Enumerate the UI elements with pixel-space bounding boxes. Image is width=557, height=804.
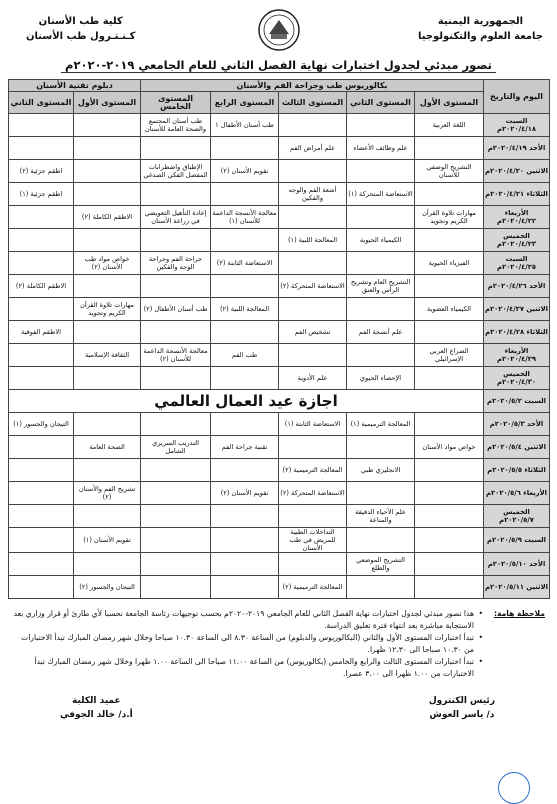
level-header: المستوى الأول <box>74 92 141 114</box>
signature-title: رئيس الكنترول <box>428 696 495 706</box>
signature-name: د/ ياسر العوش <box>429 710 495 720</box>
day-date-cell: السبت ٢٠٢٠/٤/١٨م <box>484 114 550 137</box>
day-date-cell: الثلاثاء ٢٠٢٠/٥/٥م <box>484 459 550 482</box>
header-left <box>26 14 135 44</box>
exam-cell <box>74 321 141 344</box>
exam-cell: الاطقم الفوقية <box>9 321 74 344</box>
exam-cell <box>211 275 279 298</box>
exam-cell <box>74 367 141 390</box>
exam-cell <box>347 160 415 183</box>
exam-cell: علم الأدوية <box>279 367 347 390</box>
exam-cell: تقويم الأسنان (٢) <box>211 482 279 505</box>
exam-cell <box>74 275 141 298</box>
table-row <box>9 505 550 528</box>
exam-cell <box>141 321 211 344</box>
exam-cell <box>415 183 484 206</box>
exam-cell <box>9 252 74 275</box>
table-row <box>9 436 550 459</box>
exam-cell: تقنية جراحة الفم <box>211 436 279 459</box>
exam-cell: علم وظائف الأعضاء <box>347 137 415 160</box>
exam-cell <box>9 229 74 252</box>
table-row <box>9 390 550 413</box>
day-date-cell: الثلاثاء ٢٠٢٠/٤/٢٨م <box>484 321 550 344</box>
exam-cell <box>211 137 279 160</box>
exam-cell <box>9 576 74 599</box>
exam-cell <box>415 275 484 298</box>
exam-cell: مهارات تلاوة القرآن الكريم وتجويد <box>415 206 484 229</box>
table-row <box>9 137 550 160</box>
exam-cell: تشخيص الفم <box>279 321 347 344</box>
table-row <box>9 321 550 344</box>
signature-title: عميد الكلية <box>72 696 121 706</box>
exam-cell <box>141 482 211 505</box>
signature-name: أ.د/ خالد الجوفي <box>60 710 133 720</box>
exam-cell <box>415 528 484 553</box>
exam-cell <box>347 482 415 505</box>
exam-cell <box>347 528 415 553</box>
exam-cell <box>141 229 211 252</box>
exam-cell: الثقافة الإسلامية <box>74 344 141 367</box>
exam-cell: المعالجة الترميمية (١) <box>347 413 415 436</box>
exam-cell <box>347 576 415 599</box>
table-row <box>9 114 550 137</box>
exam-cell: الإطباق واضطرابات المفصل الفكي الصدغي <box>141 160 211 183</box>
day-date-cell: الاثنين ٢٠٢٠/٥/٤م <box>484 436 550 459</box>
exam-cell: الفيزياء الحيوية <box>415 252 484 275</box>
exam-cell <box>9 482 74 505</box>
exam-cell: المعالجة الترميمية (٢) <box>279 459 347 482</box>
exam-cell: الاستعاضة المتحركة (١) <box>347 183 415 206</box>
day-date-cell: الأحد ٢٠٢٠/٥/١٠م <box>484 553 550 576</box>
exam-cell <box>9 344 74 367</box>
exam-cell <box>347 252 415 275</box>
exam-cell <box>141 137 211 160</box>
exam-cell: طب أسنان الأطفال ١ <box>211 114 279 137</box>
exam-cell <box>279 553 347 576</box>
table-row <box>9 344 550 367</box>
college-name: كلية طب الأسنان <box>38 16 123 27</box>
level-header: المستوى الرابع <box>211 92 279 114</box>
exam-cell <box>415 553 484 576</box>
exam-cell <box>141 459 211 482</box>
day-date-cell: السبت ٢٠٢٠/٥/٩م <box>484 528 550 553</box>
day-date-cell: الثلاثاء ٢٠٢٠/٤/٢١م <box>484 183 550 206</box>
exam-cell <box>211 413 279 436</box>
exam-cell <box>74 413 141 436</box>
exam-cell <box>279 206 347 229</box>
exam-cell <box>347 344 415 367</box>
day-date-cell: الخميس ٢٠٢٠/٥/٧م <box>484 505 550 528</box>
exam-cell: الاطقم الكاملة (٢) <box>9 275 74 298</box>
exam-cell: خواص مواد طب الأسنان (٢) <box>74 252 141 275</box>
day-date-cell: الأربعاء ٢٠٢٠/٤/٢٢م <box>484 206 550 229</box>
exam-cell: طب الفم <box>211 344 279 367</box>
day-date-cell: الأربعاء ٢٠٢٠/٤/٢٩م <box>484 344 550 367</box>
exam-cell <box>211 459 279 482</box>
note-item: • تبدأ اختبارات المستوى الثالث والرابع والخامس (بكالوريوس) من الساعة ١١.٠٠ صباحا الى الساعة ١.٠٠ ظهرا وخلال شهر رمضان المبارك تبدأ الاختبارات من ١.٠٠ ظهرا الى ٣.٠٠ عصرا. <box>12 656 483 680</box>
overlay-circle-icon <box>498 772 530 804</box>
exam-cell: الكيمياء العضوية <box>415 298 484 321</box>
exam-cell: الإحصاء الحيوي <box>347 367 415 390</box>
day-date-cell: الخميس ٢٠٢٠/٤/٣٠م <box>484 367 550 390</box>
exam-cell <box>74 183 141 206</box>
table-row <box>9 553 550 576</box>
table-row <box>9 183 550 206</box>
exam-cell <box>415 367 484 390</box>
exam-cell: اطقم جزئية (١) <box>9 183 74 206</box>
exam-cell: الاطقم الكاملة (٢) <box>74 206 141 229</box>
exam-cell <box>415 576 484 599</box>
exam-cell <box>74 505 141 528</box>
exam-cell <box>415 459 484 482</box>
exam-cell: إعادة التأهيل التعويضي في زراعة الأسنان <box>141 206 211 229</box>
exam-cell: الاستعاضة الثابتة (٢) <box>211 252 279 275</box>
holiday-cell: اجازة عيد العمال العالمي <box>9 390 484 413</box>
exam-cell: الانجليزي طبي <box>347 459 415 482</box>
exam-cell <box>74 553 141 576</box>
exam-cell: مهارات تلاوة القرآن الكريم وتجويد <box>74 298 141 321</box>
exam-cell: التشريح الموضعي والطلع <box>347 553 415 576</box>
exam-cell: المعالجة اللبية (٢) <box>211 298 279 321</box>
exam-cell: المعالجة اللبية (١) <box>279 229 347 252</box>
table-row <box>9 252 550 275</box>
exam-cell: علم الأحياء الدقيقة والمناعة <box>347 505 415 528</box>
exam-cell <box>141 275 211 298</box>
exam-cell <box>211 367 279 390</box>
exam-cell <box>415 482 484 505</box>
day-date-cell: الاثنين ٢٠٢٠/٤/٢٧م <box>484 298 550 321</box>
exam-cell: علم أمراض الفم <box>279 137 347 160</box>
exam-cell: اللغة العربية <box>415 114 484 137</box>
group-header-diploma: دبلوم تقنية الأسنان <box>9 80 141 92</box>
exam-cell <box>347 298 415 321</box>
exam-cell <box>415 321 484 344</box>
table-row <box>9 482 550 505</box>
exam-cell <box>141 576 211 599</box>
exam-cell: الاستعاضة المتحركة (٢) <box>279 482 347 505</box>
level-header: المستوى الأول <box>415 92 484 114</box>
exam-cell <box>279 160 347 183</box>
exam-cell <box>415 413 484 436</box>
exam-cell: تقويم الأسنان (٢) <box>211 160 279 183</box>
exam-cell: خواص مواد الأسنان <box>415 436 484 459</box>
exam-cell: جراحة الفم وجراحة الوجه والفكين <box>141 252 211 275</box>
exam-cell <box>9 298 74 321</box>
exam-cell <box>211 505 279 528</box>
exam-cell: معالجة الأنسجة الداعمة للأسنان (١) <box>211 206 279 229</box>
exam-cell <box>279 436 347 459</box>
signature-control-head <box>429 694 495 722</box>
exam-cell: الاستعاضة الثابتة (١) <box>279 413 347 436</box>
level-header: المستوى الثاني <box>9 92 74 114</box>
exam-cell: التداخلات الطبية للمريض في طب الأسنان <box>279 528 347 553</box>
note-item: • تبدأ اختبارات المستوى الأول والثاني (البكالوريوس والدبلوم) من الساعة ٨.٣٠ الى الساعة ١٠.٣٠ صباحا وخلال شهر رمضان المبارك تبدأ الاختبارات من ١٠.٣٠ صباحا الى ١٢.٣٠ ظهرا. <box>12 632 483 656</box>
exam-cell: التدريب السريري الشامل <box>141 436 211 459</box>
signature-dean <box>60 694 133 722</box>
exam-cell <box>211 229 279 252</box>
day-date-cell: الخميس ٢٠٢٠/٤/٢٣م <box>484 229 550 252</box>
exam-cell <box>347 206 415 229</box>
exam-cell <box>211 576 279 599</box>
exam-cell <box>415 137 484 160</box>
table-row <box>9 459 550 482</box>
exam-cell <box>279 344 347 367</box>
exam-cell <box>415 505 484 528</box>
exam-cell: طب أسنان الأطفال (٢) <box>141 298 211 321</box>
exam-cell: التيجان والجسور (١) <box>9 413 74 436</box>
university-name: جامعة العلوم والتكنولوجيا <box>417 31 543 42</box>
exam-cell <box>141 367 211 390</box>
exam-cell <box>279 252 347 275</box>
exam-cell <box>74 137 141 160</box>
exam-cell <box>74 229 141 252</box>
column-header-day-date: اليوم والتاريخ <box>484 80 550 114</box>
day-date-cell: السبت ٢٠٢٠/٥/٢م <box>484 390 550 413</box>
page-title: تصور مبدئي لجدول اختبارات نهاية الفصل الثاني للعام الجامعي ٢٠١٩-٢٠٢٠م <box>0 58 557 72</box>
table-row <box>9 413 550 436</box>
exam-cell <box>9 137 74 160</box>
exam-cell: الصحة العامة <box>74 436 141 459</box>
day-date-cell: الأحد ٢٠٢٠/٤/١٩م <box>484 137 550 160</box>
notes-list <box>12 608 545 680</box>
level-header: المستوى الثالث <box>279 92 347 114</box>
exam-cell <box>9 459 74 482</box>
day-date-cell: الأربعاء ٢٠٢٠/٥/٦م <box>484 482 550 505</box>
exam-cell <box>141 528 211 553</box>
day-date-cell: الاثنين ٢٠٢٠/٤/٢٠م <box>484 160 550 183</box>
table-row <box>9 367 550 390</box>
exam-cell: معالجة الأنسجة الداعمة للأسنان (٢) <box>141 344 211 367</box>
exam-cell <box>9 505 74 528</box>
exam-cell <box>279 505 347 528</box>
level-header: المستوى الثاني <box>347 92 415 114</box>
exam-cell <box>141 553 211 576</box>
exam-cell <box>9 436 74 459</box>
exam-cell: الصراع العربي الإسرائيلي <box>415 344 484 367</box>
day-date-cell: الأحد ٢٠٢٠/٤/٢٦م <box>484 275 550 298</box>
table-row <box>9 206 550 229</box>
notes-section <box>12 608 545 680</box>
notes-label: ملاحظة هامة: <box>493 609 545 618</box>
header-right <box>418 14 543 44</box>
exam-cell: طب أسنان المجتمع والصحة العامة للأسنان <box>141 114 211 137</box>
exam-cell <box>211 183 279 206</box>
day-date-cell: السبت ٢٠٢٠/٤/٢٥م <box>484 252 550 275</box>
exam-cell <box>211 553 279 576</box>
exam-cell <box>279 298 347 321</box>
country-name: الجمهورية اليمنية <box>437 16 524 27</box>
exam-cell <box>347 436 415 459</box>
exam-cell <box>74 160 141 183</box>
exam-cell <box>74 459 141 482</box>
note-item: • هذا تصور مبدئي لجدول اختبارات نهاية الفصل الثاني للعام الجامعي ٢٠١٩-٢٠٢٠م بحسب توجيهات رئاسة الجامعة نحسبا لأي طارئ أو قرار وزاري بعد الاستجابة مباشرة بعد انتهاء فترة تعليق الدراسة. <box>12 608 483 632</box>
exam-cell <box>279 114 347 137</box>
exam-cell: المعالجة الترميمية (٢) <box>279 576 347 599</box>
table-row <box>9 528 550 553</box>
exam-cell <box>9 206 74 229</box>
exam-cell: التشريح الوصفي للأسنان <box>415 160 484 183</box>
exam-cell <box>141 505 211 528</box>
exam-cell: أشعة الفم والوجه والفكين <box>279 183 347 206</box>
exam-cell: علم أنسجة الفم <box>347 321 415 344</box>
exam-cell <box>347 114 415 137</box>
exam-cell <box>9 553 74 576</box>
exam-cell: الكيمياء الحيوية <box>347 229 415 252</box>
exam-cell <box>141 413 211 436</box>
table-row <box>9 275 550 298</box>
table-row <box>9 229 550 252</box>
exam-cell <box>9 528 74 553</box>
day-date-cell: الأحد ٢٠٢٠/٥/٣م <box>484 413 550 436</box>
exam-cell <box>141 183 211 206</box>
exam-cell: التيجان والجسور (٢) <box>74 576 141 599</box>
day-date-cell: الاثنين ٢٠٢٠/٥/١١م <box>484 576 550 599</box>
exam-cell <box>74 114 141 137</box>
exam-cell: تقويم الأسنان (١) <box>74 528 141 553</box>
exam-cell <box>211 528 279 553</box>
table-row <box>9 298 550 321</box>
control-office-name: كـنـتـرول طب الأسنان <box>26 31 136 42</box>
exam-cell: اطقم جزئية (٢) <box>9 160 74 183</box>
university-logo-icon <box>257 8 301 52</box>
exam-cell: التشريح العام وتشريح الرأس والعنق <box>347 275 415 298</box>
table-row <box>9 160 550 183</box>
page-header <box>8 6 549 56</box>
exam-cell: تشريح الفم والأسنان (٢) <box>74 482 141 505</box>
exam-cell: الاستعاضة المتحركة (٢) <box>279 275 347 298</box>
exam-cell <box>211 321 279 344</box>
exam-schedule-table <box>8 79 550 599</box>
exam-cell <box>415 229 484 252</box>
table-row <box>9 576 550 599</box>
exam-cell <box>9 367 74 390</box>
exam-cell <box>9 114 74 137</box>
group-header-bachelor: بكالوريوس طب وجراحة الفم والأسنان <box>141 80 484 92</box>
level-header: المستوى الخامس <box>141 92 211 114</box>
